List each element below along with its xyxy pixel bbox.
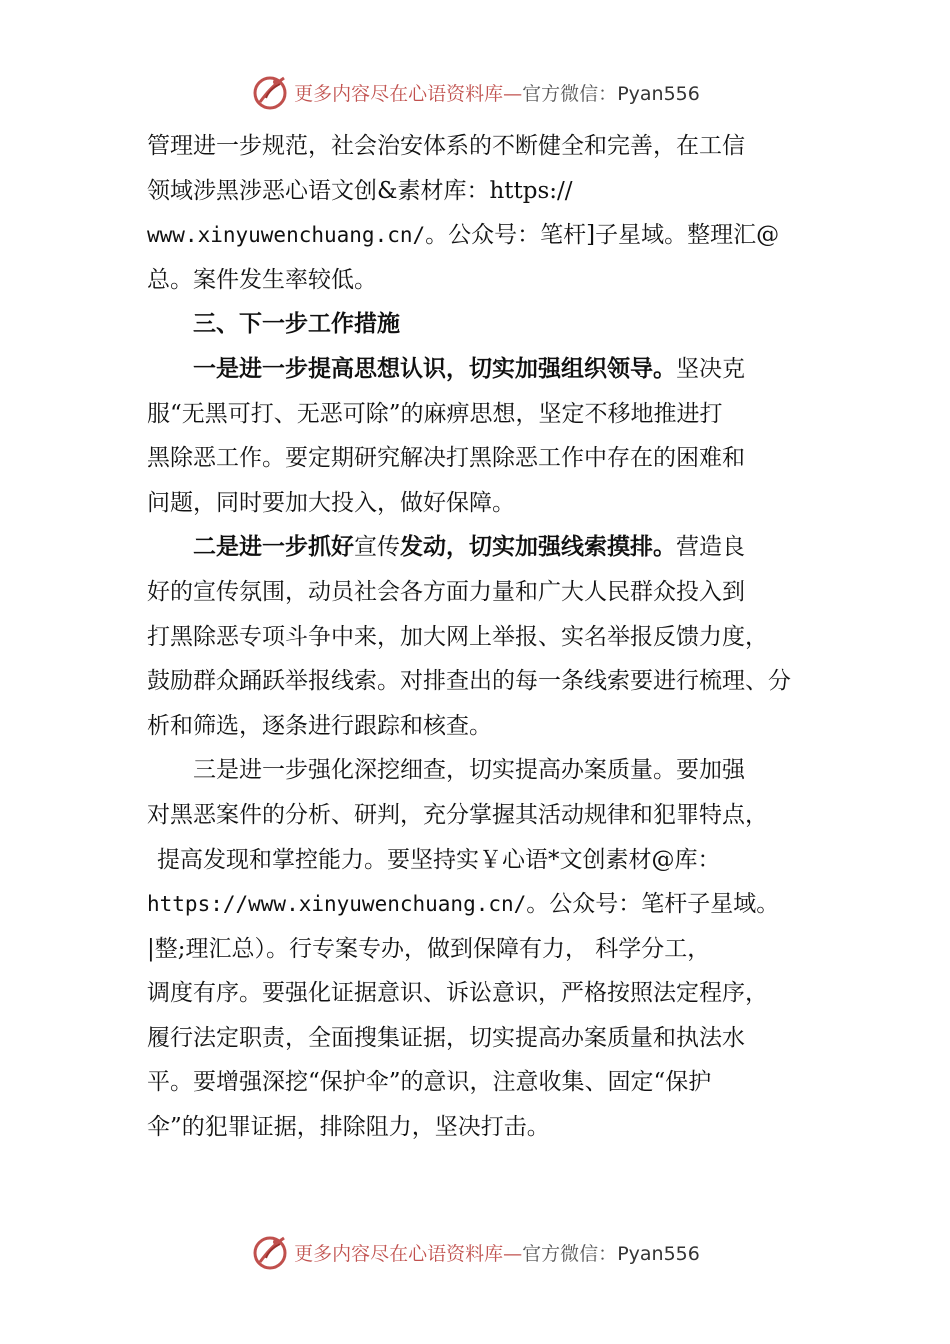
p1-line-3-rest: 。公众号：笔杆]子星域。整理汇@: [425, 222, 780, 249]
watermark-dash: —: [503, 82, 523, 105]
watermark-text: [294, 79, 700, 106]
p4-line-6: 调度有序。要强化证据意识、诉讼意识，严格按照法定程序，: [147, 980, 768, 1007]
p4-line-3: 提高发现和掌控能力。要坚持实￥心语*文创素材@库：: [157, 846, 721, 873]
p2-line-1: [147, 347, 837, 392]
p3-lead-b: 宣传: [354, 534, 400, 561]
p4-line-9: 伞”的犯罪证据，排除阻力，坚决打击。: [147, 1114, 550, 1141]
p4-line-5: |整;理汇总）。行专案专办，做到保障有力， 科学分工，: [147, 935, 711, 962]
p4-line-4: [147, 882, 837, 927]
p3-lead-c: 发动，切实加强线索摸排。: [400, 533, 676, 561]
p1-line-3: [147, 213, 837, 258]
p3-line-2: 好的宣传氛围，动员社会各方面力量和广大人民群众投入到: [147, 578, 745, 605]
logo-icon: [250, 72, 290, 112]
watermark-wechat-id: Pyan556: [617, 1242, 700, 1265]
watermark-wechat-label: 官方微信：: [522, 82, 618, 105]
p2-line-2: 服“无黑可打、无恶可除”的麻痹思想，坚定不移地推进打: [147, 400, 723, 427]
p2-line-4: 问题，同时要加大投入，做好保障。: [147, 489, 515, 516]
p4-line-1: 三是进一步强化深挖细查，切实提高办案质量。要加强: [193, 757, 745, 784]
p1-line-1: 管理进一步规范，社会治安体系的不断健全和完善，在工信: [147, 133, 745, 159]
p1-url: www.xinyuwenchuang.cn/: [147, 223, 426, 248]
section-heading: 三、下一步工作措施: [193, 310, 400, 338]
p1-line-4: 总。案件发生率较低。: [147, 266, 377, 293]
p1-line-2: 领域涉黑涉恶心语文创&素材库：https://: [147, 177, 573, 204]
p4-line-8: 平。要增强深挖“保护伞”的意识，注意收集、固定“保护: [147, 1069, 712, 1096]
watermark-wechat-label: 官方微信：: [522, 1242, 618, 1265]
watermark-site: 更多内容尽在心语资料库: [294, 82, 504, 105]
watermark-site: 更多内容尽在心语资料库: [294, 1242, 504, 1265]
p4-line-7: 履行法定职责，全面搜集证据，切实提高办案质量和执法水: [147, 1024, 745, 1051]
p3-lead-a: 二是进一步抓好: [193, 533, 354, 561]
header-watermark: [0, 72, 950, 112]
p2-line-3: 黑除恶工作。要定期研究解决打黑除恶工作中存在的困难和: [147, 445, 745, 472]
p4-line-2: 对黑恶案件的分析、研判，充分掌握其活动规律和犯罪特点，: [147, 801, 768, 828]
document-body: [147, 124, 837, 1150]
watermark-wechat-id: Pyan556: [617, 82, 700, 105]
p3-line-4: 鼓励群众踊跃举报线索。对排查出的每一条线索要进行梳理、分: [147, 668, 791, 695]
watermark-dash: —: [503, 1242, 523, 1265]
logo-icon: [250, 1232, 290, 1272]
p2-lead: 一是进一步提高思想认识，切实加强组织领导。: [193, 354, 676, 382]
p3-line-3: 打黑除恶专项斗争中来，加大网上举报、实名举报反馈力度，: [147, 623, 768, 650]
p3-line-1-rest: 营造良: [676, 534, 745, 561]
p4-line-4-rest: 。公众号：笔杆子星域。: [526, 891, 780, 918]
p2-line-1-rest: 坚决克: [676, 355, 745, 382]
p3-line-5: 析和筛选，逐条进行跟踪和核查。: [147, 712, 492, 739]
watermark-text: [294, 1239, 700, 1266]
p4-url: https://www.xinyuwenchuang.cn/: [147, 892, 527, 917]
p3-line-1: [147, 525, 837, 570]
footer-watermark: [0, 1232, 950, 1272]
